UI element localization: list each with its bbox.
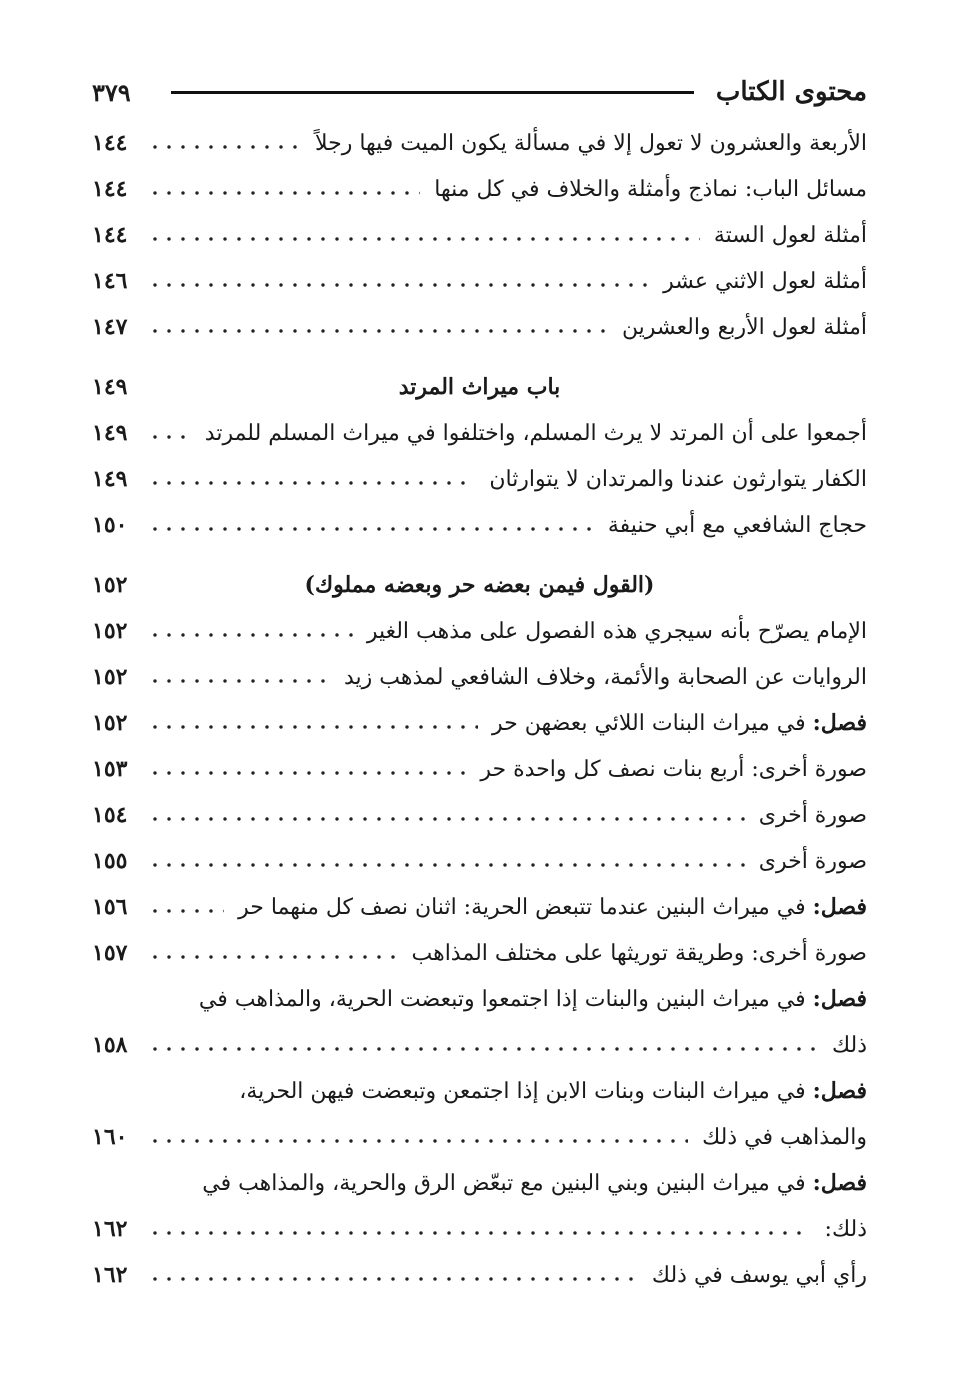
toc-line <box>92 792 867 838</box>
toc-line <box>92 364 867 410</box>
toc-entry <box>92 304 867 350</box>
entry-text: الكفار يتوارثون عندنا والمرتدان لا يتوارثان <box>489 466 867 492</box>
entry-text: الإمام يصرّح بأنه سيجري هذه الفصول على مذهب الغير <box>366 618 867 644</box>
entry-text: مسائل الباب: نماذج وأمثلة والخلاف في كل منها <box>434 176 867 202</box>
page-number: ١٤٩ <box>92 420 128 446</box>
table-of-contents <box>92 120 867 1298</box>
entry-title <box>202 1170 867 1196</box>
section-heading-text: باب ميراث المرتد <box>398 374 561 400</box>
toc-entry <box>92 166 867 212</box>
header-title: محتوى الكتاب <box>715 77 867 107</box>
entry-text: صورة أخرى: وطريقة توريثها على مختلف المذاهب <box>411 940 867 966</box>
page-number: ١٤٤ <box>92 176 128 202</box>
toc-entry <box>92 608 867 654</box>
entry-title <box>759 849 867 874</box>
page-number: ١٤٦ <box>92 268 128 294</box>
toc-entry <box>92 502 867 548</box>
entry-title <box>344 665 867 690</box>
entry-title <box>652 1263 867 1288</box>
toc-entry <box>92 746 867 792</box>
entry-title <box>663 269 867 294</box>
dot-leader <box>148 1222 811 1244</box>
toc-line <box>92 700 867 746</box>
entry-prefix: فصل: <box>812 1078 867 1104</box>
entry-text: صورة أخرى <box>758 802 867 828</box>
toc-entry <box>92 120 867 166</box>
entry-title <box>205 421 867 446</box>
entry-prefix: فصل: <box>812 710 867 736</box>
toc-line <box>92 562 867 608</box>
entry-text: صورة أخرى: أربع بنات نصف كل واحدة حر <box>480 756 867 782</box>
entry-title <box>489 467 867 492</box>
page-number: ١٤٤ <box>92 222 128 248</box>
entry-text: حجاج الشافعي مع أبي حنيفة <box>607 512 867 538</box>
entry-title <box>199 986 867 1012</box>
dot-leader <box>148 670 330 692</box>
entry-title <box>239 1078 867 1104</box>
toc-entry <box>92 792 867 838</box>
page-number: ١٤٩ <box>92 466 128 492</box>
dot-leader <box>148 900 224 922</box>
dot-leader <box>148 182 420 204</box>
entry-text: رأي أبي يوسف في ذلك <box>651 1262 867 1288</box>
entry-text: صورة أخرى <box>758 848 867 874</box>
dot-leader <box>148 228 700 250</box>
section-heading-text: (القول فيمن بعضه حر وبعضه مملوك) <box>304 572 655 598</box>
entry-text: أمثلة لعول الاثني عشر <box>663 268 867 294</box>
entry-title <box>238 894 867 920</box>
entry-title <box>315 131 867 156</box>
entry-title <box>714 223 867 248</box>
toc-line-continued <box>92 1114 867 1160</box>
dot-leader <box>148 518 594 540</box>
entry-text: في ميراث البنين عندما تتبعض الحرية: اثنان نصف كل منهما حر <box>238 895 806 920</box>
dot-leader <box>148 762 466 784</box>
toc-entry <box>92 930 867 976</box>
dot-leader <box>148 274 649 296</box>
entry-text: الروايات عن الصحابة والأئمة، وخلاف الشافعي لمذهب زيد <box>343 664 867 690</box>
entry-text: أمثلة لعول الأربع والعشرين <box>621 314 867 340</box>
toc-line <box>92 502 867 548</box>
toc-line <box>92 930 867 976</box>
page-number: ١٤٤ <box>92 130 128 156</box>
page-number: ١٥٢ <box>92 664 128 690</box>
toc-entry <box>92 838 867 884</box>
toc-line <box>92 258 867 304</box>
page-number: ١٥٥ <box>92 848 128 874</box>
page-number: ١٦٠ <box>92 1124 128 1150</box>
toc-line <box>92 410 867 456</box>
toc-line <box>92 976 867 1022</box>
entry-title <box>480 757 867 782</box>
dot-leader <box>148 426 191 448</box>
entry-prefix: فصل: <box>812 894 867 920</box>
dot-leader <box>148 854 745 876</box>
toc-entry <box>92 654 867 700</box>
entry-title <box>622 315 867 340</box>
dot-leader <box>148 136 301 158</box>
toc-line <box>92 304 867 350</box>
toc-line <box>92 608 867 654</box>
toc-entry <box>92 1068 867 1160</box>
dot-leader <box>148 946 397 968</box>
page-number: ١٥٨ <box>92 1032 128 1058</box>
toc-line-continued <box>92 1206 867 1252</box>
dot-leader <box>148 1268 638 1290</box>
toc-line <box>92 884 867 930</box>
page-number: ١٥٧ <box>92 940 128 966</box>
toc-entry <box>92 1252 867 1298</box>
page-number: ١٥٢ <box>92 710 128 736</box>
page-number: ١٥٢ <box>92 572 128 598</box>
toc-line <box>92 1252 867 1298</box>
toc-line <box>92 1068 867 1114</box>
toc-line <box>92 654 867 700</box>
toc-section-heading <box>92 364 867 410</box>
entry-text: في ميراث البنات اللائي بعضهن حر <box>492 711 806 736</box>
entry-title <box>608 513 867 538</box>
entry-text: الأربعة والعشرون لا تعول إلا في مسألة يكون الميت فيها رجلاً <box>314 130 867 156</box>
toc-entry <box>92 410 867 456</box>
toc-section-heading <box>92 562 867 608</box>
page-number: ١٥٢ <box>92 618 128 644</box>
toc-line-continued <box>92 1022 867 1068</box>
section-gap <box>92 350 867 364</box>
entry-text: في ميراث البنات وبنات الابن إذا اجتمعن وتبعضت فيهن الحرية، <box>239 1079 806 1104</box>
entry-title <box>759 803 867 828</box>
dot-leader <box>148 808 745 830</box>
entry-prefix: فصل: <box>812 1170 867 1196</box>
page-number: ١٦٢ <box>92 1262 128 1288</box>
entry-title <box>492 710 867 736</box>
page-number: ١٦٢ <box>92 1216 128 1242</box>
dot-leader <box>148 1038 818 1060</box>
entry-title <box>411 941 867 966</box>
dot-leader <box>148 624 353 646</box>
entry-title <box>434 177 867 202</box>
dot-leader <box>148 320 608 342</box>
toc-entry <box>92 258 867 304</box>
toc-line <box>92 746 867 792</box>
toc-line <box>92 120 867 166</box>
page-number: ١٥٤ <box>92 802 128 828</box>
header-page-number: ٣٧٩ <box>92 77 131 107</box>
toc-line <box>92 166 867 212</box>
toc-entry <box>92 1160 867 1252</box>
entry-prefix: فصل: <box>812 986 867 1012</box>
toc-line <box>92 838 867 884</box>
toc-entry <box>92 456 867 502</box>
entry-text: في ميراث البنين وبني البنين مع تبعّض الرق والحرية، والمذاهب في <box>202 1171 806 1196</box>
entry-text: أمثلة لعول الستة <box>713 222 867 248</box>
toc-line <box>92 456 867 502</box>
entry-continuation: والمذاهب في ذلك <box>702 1124 867 1150</box>
page-number: ١٥٠ <box>92 512 128 538</box>
page-number: ١٥٣ <box>92 756 128 782</box>
toc-line <box>92 1160 867 1206</box>
dot-leader <box>148 716 478 738</box>
header-rule <box>171 91 694 94</box>
page-number: ١٤٩ <box>92 374 128 400</box>
entry-title <box>367 619 867 644</box>
page-number: ١٤٧ <box>92 314 128 340</box>
running-header <box>92 72 867 112</box>
entry-text: أجمعوا على أن المرتد لا يرث المسلم، واختلفوا في ميراث المسلم للمرتد <box>204 420 867 446</box>
entry-continuation: ذلك <box>831 1032 867 1058</box>
toc-entry <box>92 976 867 1068</box>
toc-entry <box>92 884 867 930</box>
dot-leader <box>148 472 475 494</box>
toc-entry <box>92 212 867 258</box>
toc-line <box>92 212 867 258</box>
section-gap <box>92 548 867 562</box>
page-number: ١٥٦ <box>92 894 128 920</box>
toc-entry <box>92 700 867 746</box>
entry-continuation: ذلك: <box>824 1216 867 1242</box>
entry-text: في ميراث البنين والبنات إذا اجتمعوا وتبعضت الحرية، والمذاهب في <box>198 987 806 1012</box>
dot-leader <box>148 1130 688 1152</box>
